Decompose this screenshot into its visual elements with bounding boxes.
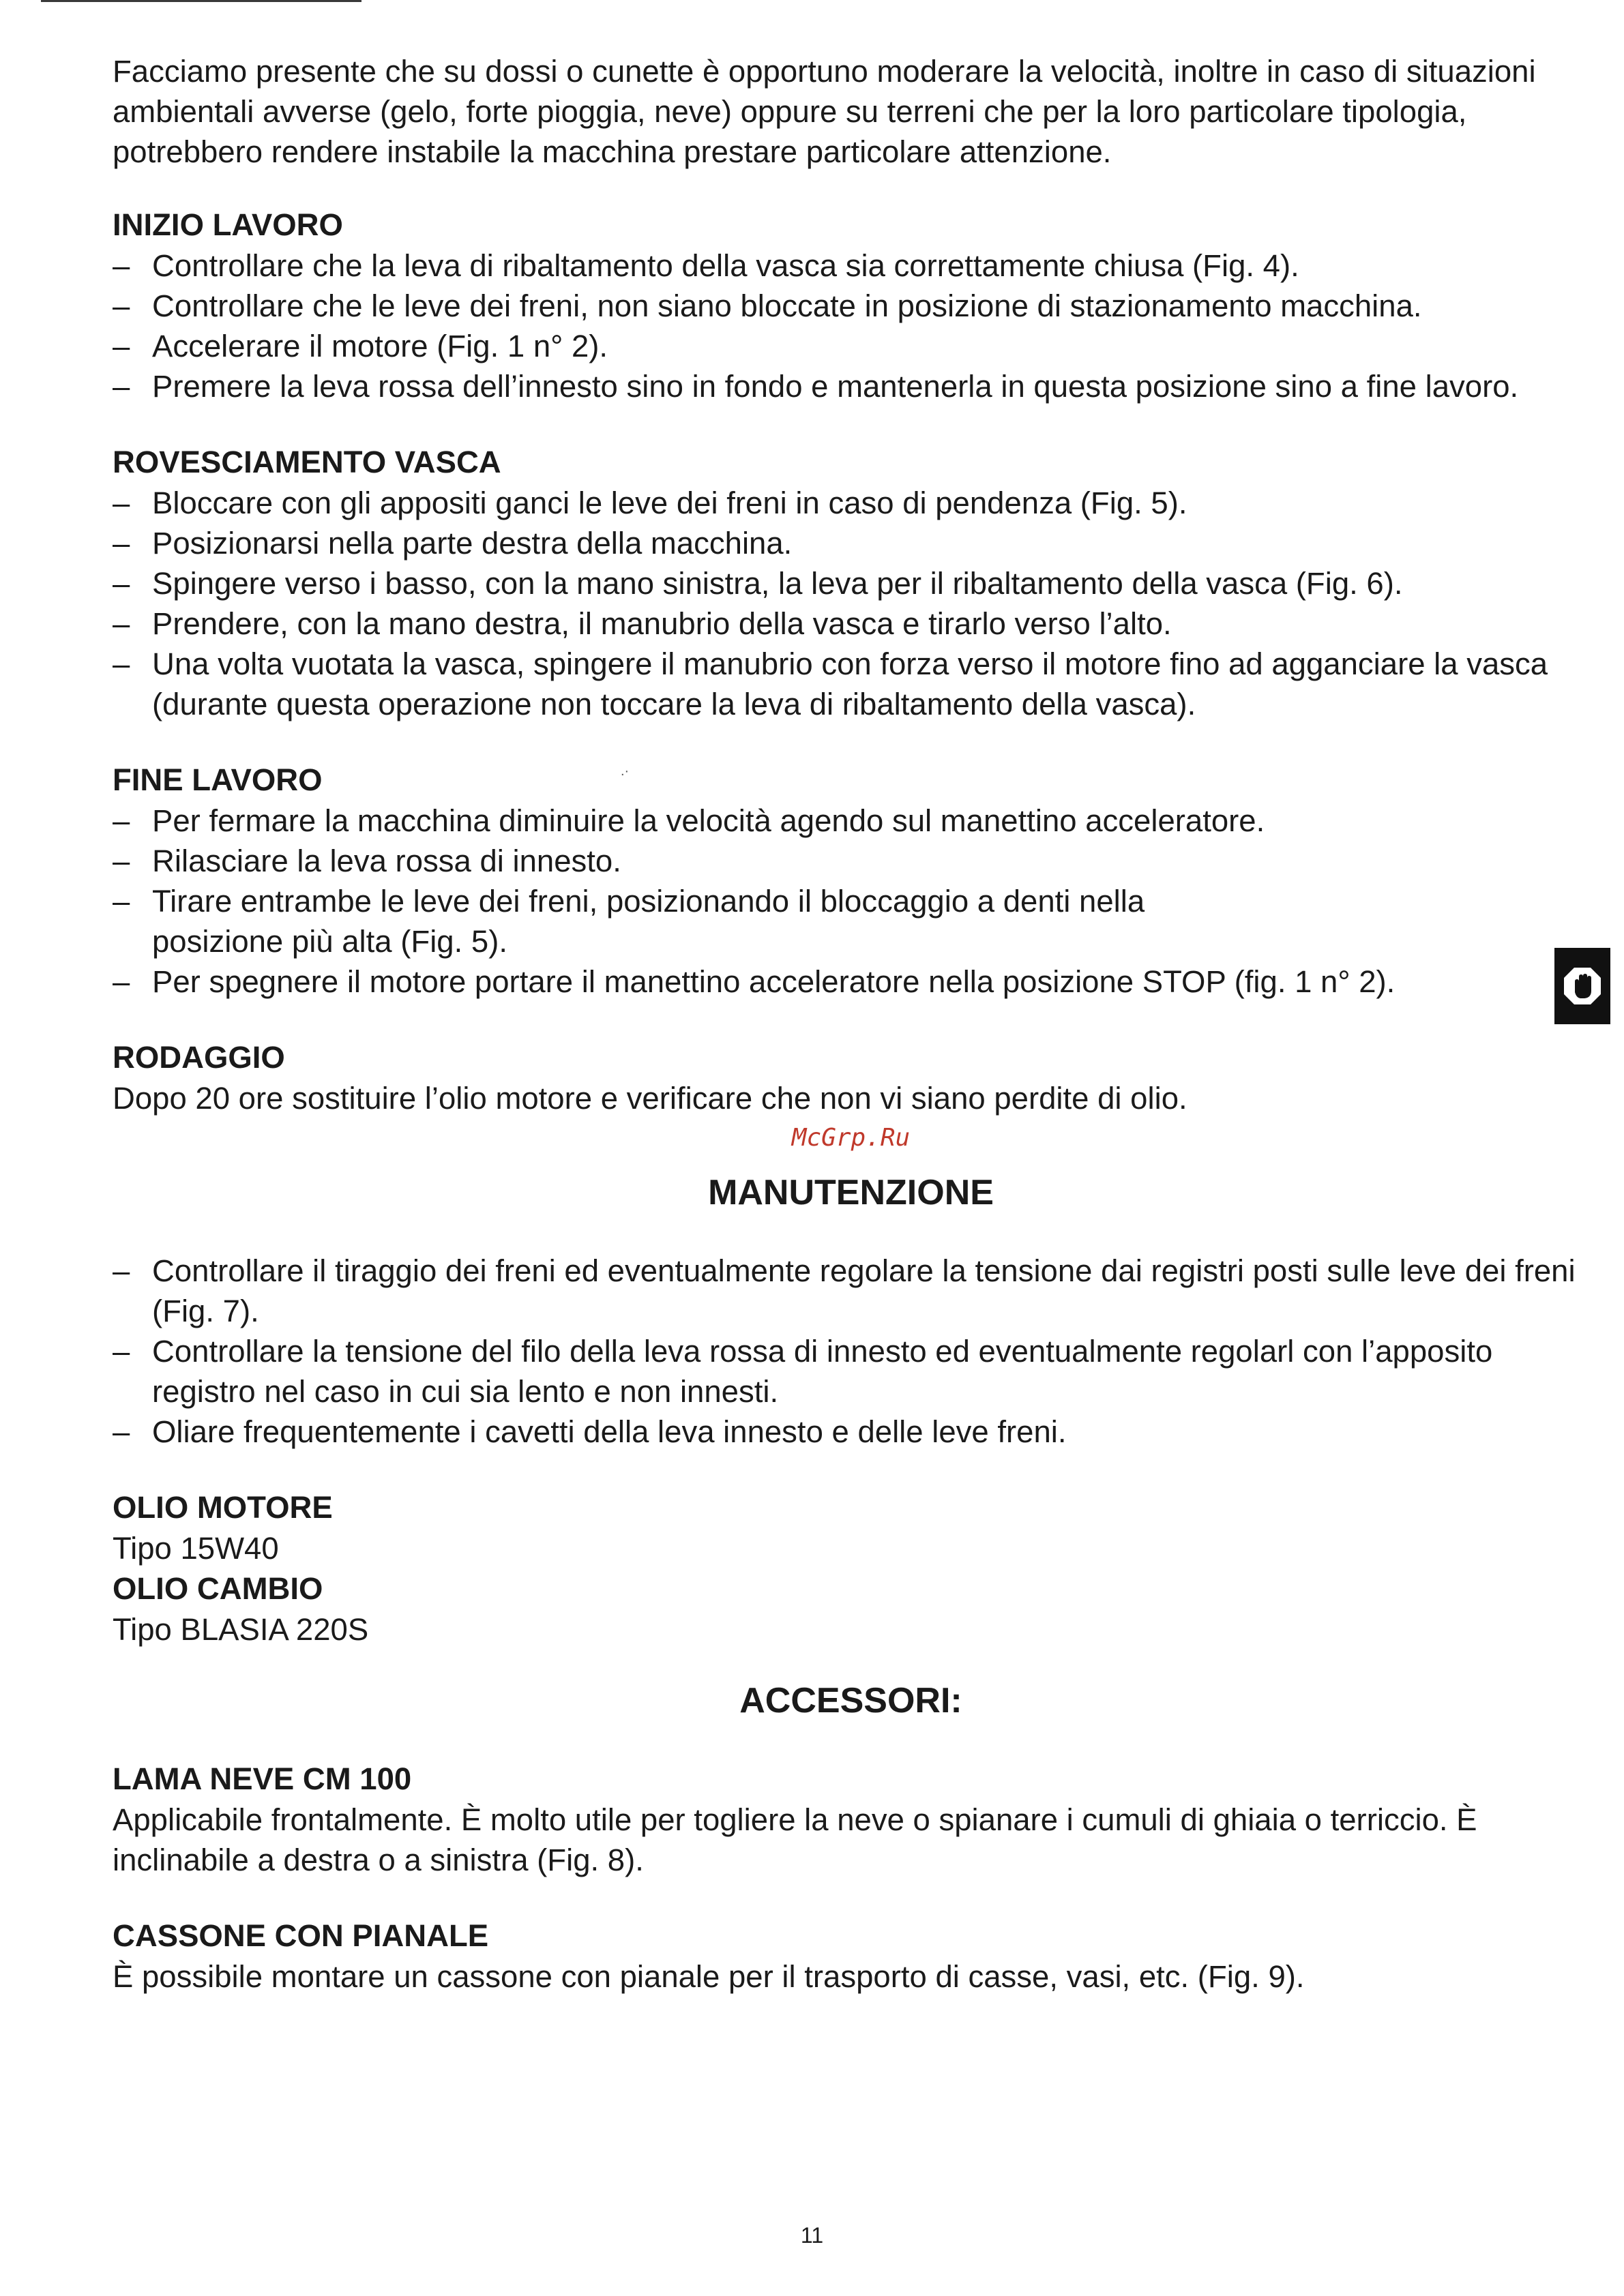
list-item: – Prendere, con la mano destra, il manubrio della vasca e tirarlo verso l’alto.: [113, 603, 1589, 644]
top-rule: [41, 0, 361, 2]
stop-hand-icon: [1554, 948, 1610, 1024]
list-item: – Posizionarsi nella parte destra della macchina.: [113, 523, 1589, 563]
page-content: [113, 51, 1589, 1997]
heading-inizio-lavoro: INIZIO LAVORO: [113, 207, 343, 242]
list-item: – Rilasciare la leva rossa di innesto.: [113, 841, 1483, 881]
heading-rovesciamento-vasca: ROVESCIAMENTO VASCA: [113, 445, 501, 479]
list-item: – Accelerare il motore (Fig. 1 n° 2).: [113, 326, 1589, 366]
list-item: – Bloccare con gli appositi ganci le leve dei freni in caso di pendenza (Fig. 5).: [113, 483, 1589, 523]
heading-rodaggio: RODAGGIO: [113, 1040, 285, 1075]
list-item: – Controllare che le leve dei freni, non siano bloccate in posizione di stazionamento macchina.: [113, 286, 1589, 326]
page-number: 11: [800, 2223, 824, 2248]
section-manutenzione: [113, 1251, 1589, 1452]
list-inizio-lavoro: [113, 245, 1589, 406]
section-cassone: [113, 1915, 1589, 1997]
heading-lama-neve: LAMA NEVE CM 100: [113, 1761, 412, 1796]
list-item: – Controllare il tiraggio dei freni ed eventualmente regolare la tensione dai registri posti sulle leve dei freni (Fig. 7).: [113, 1251, 1589, 1331]
scan-speck: .·: [621, 764, 630, 779]
section-rovesciamento-vasca: [113, 442, 1589, 724]
section-inizio-lavoro: [113, 205, 1589, 406]
heading-fine-lavoro: FINE LAVORO: [113, 762, 323, 797]
list-item: – Oliare frequentemente i cavetti della leva innesto e delle leve freni.: [113, 1412, 1589, 1452]
list-manutenzione: [113, 1251, 1589, 1452]
list-fine-lavoro: [113, 801, 1483, 1002]
watermark: McGrp.Ru: [791, 1124, 911, 1152]
section-lama-neve: [113, 1759, 1589, 1880]
list-item: – Una volta vuotata la vasca, spingere il manubrio con forza verso il motore fino ad agganciare la vasca (durante questa operazione non toccare la leva di ribaltamento della vasca).: [113, 644, 1589, 724]
list-item: – Per fermare la macchina diminuire la velocità agendo sul manettino acceleratore.: [113, 801, 1483, 841]
list-rovesciamento-vasca: [113, 483, 1589, 724]
list-item: – Premere la leva rossa dell’innesto sino in fondo e mantenerla in questa posizione sino a fine lavoro.: [113, 366, 1589, 406]
section-olio: [113, 1487, 1589, 1650]
list-item: – Controllare la tensione del filo della leva rossa di innesto ed eventualmente regolarl con l’apposito registro nel caso in cui sia lento e non innesti.: [113, 1331, 1589, 1412]
heading-accessori: ACCESSORI:: [739, 1681, 962, 1720]
cassone-text: È possibile montare un cassone con pianale per il trasporto di casse, vasi, etc. (Fig. 9).: [113, 1959, 1305, 1994]
heading-cassone: CASSONE CON PIANALE: [113, 1918, 489, 1953]
heading-manutenzione: MANUTENZIONE: [708, 1173, 994, 1212]
section-rodaggio: [113, 1037, 1589, 1118]
heading-olio-motore: OLIO MOTORE: [113, 1490, 333, 1525]
intro-paragraph: Facciamo presente che su dossi o cunette è opportuno moderare la velocità, inoltre in caso di situazioni ambientali avverse (gelo, forte pioggia, neve) oppure su terreni che per la loro particolare tipologia, potrebbero rendere instabile la macchina prestare particolare attenzione.: [113, 54, 1536, 169]
list-item: – Controllare che la leva di ribaltamento della vasca sia correttamente chiusa (Fig. 4).: [113, 245, 1589, 286]
heading-olio-cambio: OLIO CAMBIO: [113, 1571, 323, 1606]
lama-neve-text: Applicabile frontalmente. È molto utile per togliere la neve o spianare i cumuli di ghiaia o terriccio. È inclinabile a destra o a sinistra (Fig. 8).: [113, 1802, 1477, 1877]
section-fine-lavoro: [113, 760, 1483, 1002]
olio-cambio-tipo: Tipo BLASIA 220S: [113, 1612, 369, 1647]
olio-motore-tipo: Tipo 15W40: [113, 1531, 279, 1566]
list-item: – Spingere verso i basso, con la mano sinistra, la leva per il ribaltamento della vasca (Fig. 6).: [113, 563, 1589, 603]
list-item: – Tirare entrambe le leve dei freni, posizionando il bloccaggio a denti nella posizione più alta (Fig. 5).: [113, 881, 1483, 961]
rodaggio-text: Dopo 20 ore sostituire l’olio motore e verificare che non vi siano perdite di olio.: [113, 1081, 1187, 1116]
list-item: – Per spegnere il motore portare il manettino acceleratore nella posizione STOP (fig. 1 n° 2).: [113, 961, 1483, 1002]
